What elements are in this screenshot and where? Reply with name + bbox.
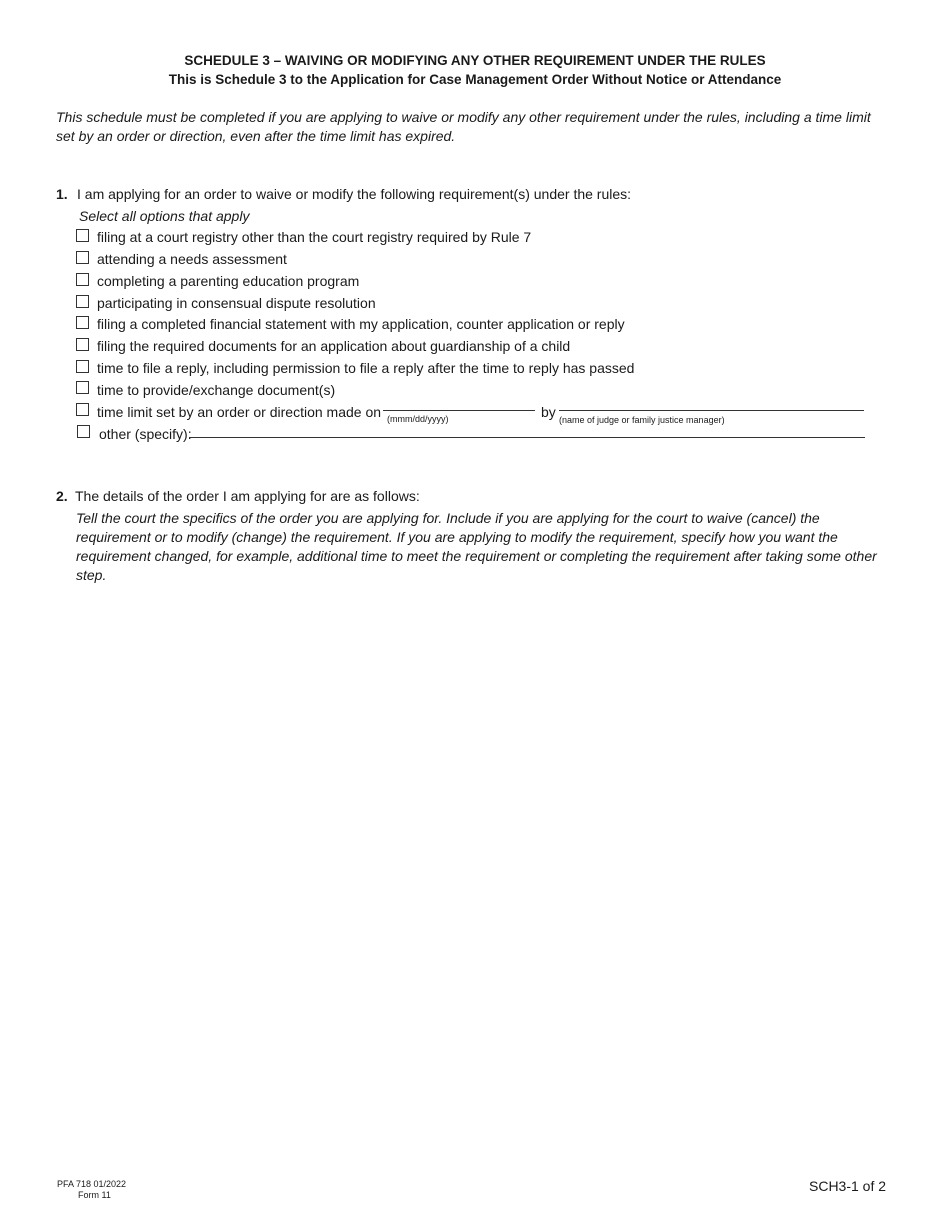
section-1-question: I am applying for an order to waive or modify the following requirement(s) under the rules:	[77, 186, 632, 202]
time-limit-label: time limit set by an order or direction made on	[97, 404, 382, 420]
option-label: filing a completed financial statement with my application, counter application or reply	[97, 316, 625, 332]
option-checkbox[interactable]	[76, 273, 89, 286]
option-label: participating in consensual dispute resolution	[97, 295, 376, 311]
option-checkbox[interactable]	[76, 338, 89, 351]
schedule-title: SCHEDULE 3 – WAIVING OR MODIFYING ANY OTHER REQUIREMENT UNDER THE RULES	[184, 53, 766, 68]
date-field[interactable]	[383, 410, 535, 411]
intro-text: This schedule must be completed if you are applying to waive or modify any other requirement under the rules, including a time limit set by an order or direction, even after the time limit has expired.	[56, 109, 871, 144]
date-caption: (mmm/dd/yyyy)	[387, 414, 449, 424]
judge-caption: (name of judge or family justice manager)	[559, 415, 725, 425]
other-label: other (specify):	[99, 426, 192, 442]
section-1-number: 1.	[56, 186, 68, 202]
form-number: Form 11	[78, 1190, 111, 1200]
option-checkbox[interactable]	[76, 381, 89, 394]
option-label: filing at a court registry other than the court registry required by Rule 7	[97, 229, 532, 245]
option-label: filing the required documents for an application about guardianship of a child	[97, 338, 571, 354]
option-checkbox[interactable]	[76, 251, 89, 264]
option-label: time to file a reply, including permission to file a reply after the time to reply has passed	[97, 360, 635, 376]
option-checkbox[interactable]	[76, 316, 89, 329]
section-1-hint: Select all options that apply	[79, 208, 250, 224]
form-code: PFA 718 01/2022	[57, 1179, 127, 1189]
option-label: time to provide/exchange document(s)	[97, 382, 336, 398]
judge-name-field[interactable]	[559, 410, 864, 411]
other-specify-field[interactable]	[189, 437, 865, 438]
page-number: SCH3-1 of 2	[809, 1178, 887, 1194]
option-checkbox[interactable]	[76, 360, 89, 373]
option-checkbox[interactable]	[76, 295, 89, 308]
schedule-subtitle: This is Schedule 3 to the Application for Case Management Order Without Notice or Attendance	[168, 72, 782, 87]
option-label: attending a needs assessment	[97, 251, 287, 267]
other-checkbox[interactable]	[77, 425, 90, 438]
option-label: completing a parenting education program	[97, 273, 360, 289]
time-limit-checkbox[interactable]	[76, 403, 89, 416]
section-2-instructions: Tell the court the specifics of the order you are applying for. Include if you are applying for the court to waive (cancel) the requirement or to modify (change) the requirement. If you are applying to modify the requirement, specify how you want the requirement changed, for example, additional time to meet the requirement or completing the requirement after taking some other step.	[76, 510, 877, 583]
by-label: by	[541, 404, 556, 420]
option-checkbox[interactable]	[76, 229, 89, 242]
section-2-number: 2.	[56, 488, 68, 504]
section-2-question: The details of the order I am applying for are as follows:	[75, 488, 420, 504]
